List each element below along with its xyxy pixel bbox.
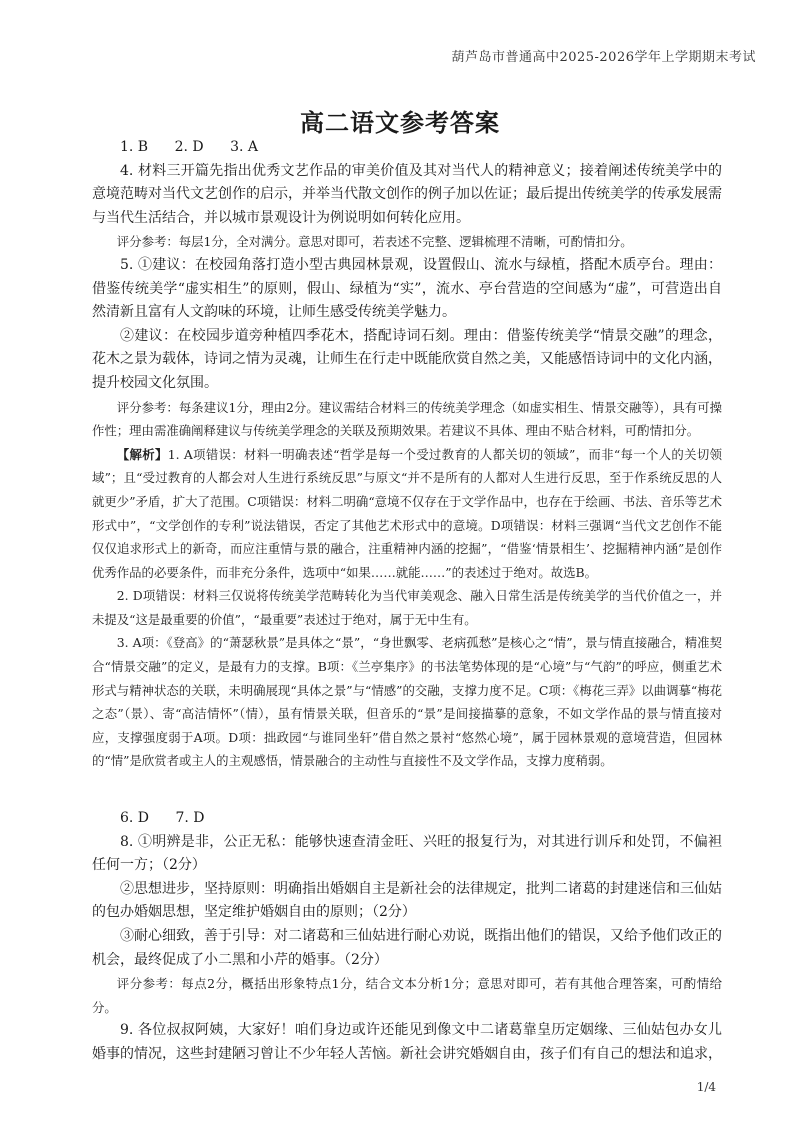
section-gap	[92, 773, 722, 807]
analysis-marker: 【解析】	[116, 446, 168, 462]
q4-scoring: 评分参考：每层1分，全对满分。意思对即可，若表述不完整、逻辑梳理不清晰，可酌情扣分。	[116, 234, 633, 250]
exam-header: 葫芦岛市普通高中2025-2026学年上学期期末考试	[451, 50, 756, 65]
q8-point-3: ③耐心细致，善于引导：对二诸葛和三仙姑进行耐心劝说，既指出他们的错误，又给予他们改正的机会，最终促成了小二黑和小芹的婚事。（2分）	[92, 928, 722, 968]
answer-item: 6. D	[120, 810, 150, 827]
answer-row-1-3	[92, 136, 722, 160]
answer-item: 3. A	[230, 139, 258, 155]
q5-suggestion-2: ②建议：在校园步道旁种植四季花木，搭配诗词石刻。理由：借鉴传统美学“情景交融”的理念，花木之景为载体，诗词之情为灵魂，让师生在行走中既能欣赏自然之美，又能感悟诗词中的文化内涵，提升校园文化氛围。	[92, 327, 722, 391]
q9-answer: 9. 各位叔叔阿姨，大家好！咱们身边或许还能见到像文中二诸葛靠皇历定姻缘、三仙姑包办女儿婚事的情况，这些封建陋习曾让不少年轻人苦恼。新社会讲究婚姻自由，孩子们有自己的想法和追求，	[92, 1022, 722, 1062]
answer-row-6-7	[92, 807, 722, 831]
analysis-q3: 3. A项：《登高》的“萧瑟秋景”是具体之“景”，“身世飘零、老病孤愁”是核心之“情”，景与情直接融合，精准契合“情景交融”的定义，是最有力的支撑。B项：《兰亭集序》的书法笔势体现的是“心境”与“气韵”的呼应，侧重艺术形式与精神状态的关联，未明确展现“具体之景”与“情感”的交融，支撑力度不足。C项：《梅花三弄》以曲调摹“梅花之态”（景）、寄“高洁情怀”（情），虽有情景关联，但音乐的“景”是间接描摹的意象，不如文学作品的景与情直接对应，支撑强度弱于A项。D项：拙政园“与谁同坐轩”借自然之景衬“悠然心境”，属于园林景观的意境营造，但园林的“情”是欣赏者或主人的主观感悟，情景融合的主动性与直接性不及文学作品，支撑力度稍弱。	[92, 635, 722, 769]
answer-item: 2. D	[174, 139, 204, 155]
answer-item: 1. B	[120, 139, 149, 155]
q4-answer: 4. 材料三开篇先指出优秀文艺作品的审美价值及其对当代人的精神意义；接着阐述传统美学中的意境范畴对当代文艺创作的启示，并举当代散文创作的例子加以佐证；最后提出传统美学的传承发展需与当代生活结合，并以城市景观设计为例说明如何转化应用。	[92, 162, 722, 226]
answer-item: 7. D	[175, 810, 205, 827]
analysis-q2: 2. D项错误：材料三仅说将传统美学范畴转化为当代审美观念、融入日常生活是传统美学的当代价值之一，并未提及“这是最重要的价值”，“最重要”表述过于绝对，属于无中生有。	[92, 588, 722, 627]
page-number: 1/4	[696, 1080, 716, 1094]
q8-scoring: 评分参考：每点2分，概括出形象特点1分，结合文本分析1分；意思对即可，若有其他合理答案，可酌情给分。	[92, 976, 722, 1015]
q8-point-2: ②思想进步，坚持原则：明确指出婚姻自主是新社会的法律规定，批判二诸葛的封建迷信和三仙姑的包办婚姻思想，坚定维护婚姻自由的原则；（2分）	[92, 880, 722, 921]
answer-content	[92, 136, 722, 1067]
q5-suggestion-1: 5. ①建议：在校园角落打造小型古典园林景观，设置假山、流水与绿植，搭配木质亭台。理由：借鉴传统美学“虚实相生”的原则，假山、绿植为“实”，流水、亭台营造的空间感为“虚”，可营造出自然清新且富有人文韵味的环境，让师生感受传统美学魅力。	[92, 256, 722, 321]
q8-point-1: 8. ①明辨是非，公正无私：能够快速查清金旺、兴旺的报复行为，对其进行训斥和处罚，不偏袒任何一方；（2分）	[92, 833, 722, 874]
page-title: 高二语文参考答案	[300, 109, 500, 137]
analysis-q1: 【解析】1. A项错误：材料一明确表述“哲学是每一个受过教育的人都关切的领域”，而非“每一个人的关切领域”；且“受过教育的人都会对人生进行系统反思”与原文“并不是所有的人都对人生进行反思，至于作系统反思的人就更少”矛盾，扩大了范围。C项错误：材料二明确“意境不仅存在于文学作品中，也存在于绘画、书法、音乐等艺术形式中”，“文学创作的专利”说法错误，否定了其他艺术形式中的意境。D项错误：材料三强调“当代文艺创作不能仅仅追求形式上的新奇，而应注重情与景的融合，注重精神内涵的挖掘”，“借鉴‘情景相生’、挖掘精神内涵”是创作优秀作品的必要条件，而非充分条件，选项中“如果……就能……”的表述过于绝对。故选B。	[92, 446, 722, 580]
q5-scoring: 评分参考：每条建议1分，理由2分。建议需结合材料三的传统美学理念（如虚实相生、情景交融等），具有可操作性；理由需准确阐释建议与传统美学理念的关联及预期效果。若建议不具体、理由不贴合材料，可酌情扣分。	[92, 399, 722, 439]
